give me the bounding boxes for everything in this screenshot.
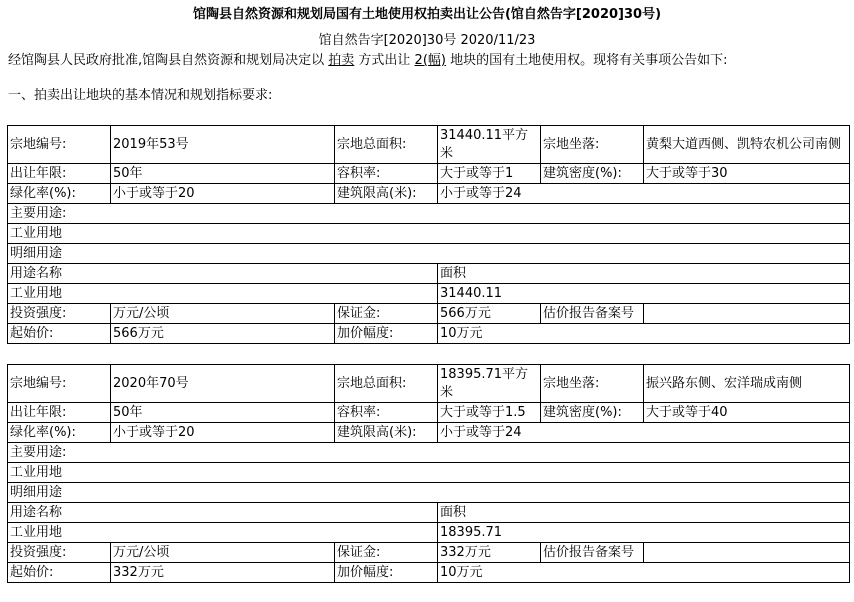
table-row <box>8 204 850 224</box>
location-label: 宗地坐落: <box>541 365 644 403</box>
plot-ratio-label: 容积率: <box>335 164 438 184</box>
increment-value: 10万元 <box>438 563 850 583</box>
parcel-table-2 <box>7 364 850 583</box>
start-price-label: 起始价: <box>8 563 111 583</box>
use-name-header: 用途名称 <box>8 503 438 523</box>
location-value: 黄梨大道西侧、凯特农机公司南侧 <box>644 126 850 164</box>
use-name-value: 工业用地 <box>8 523 438 543</box>
plot-ratio-label: 容积率: <box>335 403 438 423</box>
intro-text-2: 方式出让 <box>354 53 415 68</box>
table-row <box>8 483 850 503</box>
area-value: 31440.11 <box>438 284 850 304</box>
parcel-count: 2(幅) <box>414 53 446 68</box>
detail-use-label: 明细用途 <box>8 483 850 503</box>
intro-paragraph <box>8 53 727 69</box>
total-area-value: 18395.71平方米 <box>438 365 541 403</box>
investment-label: 投资强度: <box>8 543 111 563</box>
green-rate-value: 小于或等于20 <box>111 423 335 443</box>
area-value: 18395.71 <box>438 523 850 543</box>
appraisal-value <box>644 304 850 324</box>
table-row <box>8 304 850 324</box>
green-rate-label: 绿化率(%): <box>8 423 111 443</box>
intro-text-1: 经馆陶县人民政府批准,馆陶县自然资源和规划局决定以 <box>8 53 329 68</box>
table-row <box>8 284 850 304</box>
table-row <box>8 164 850 184</box>
table-row <box>8 463 850 483</box>
building-density-label: 建筑密度(%): <box>541 164 644 184</box>
appraisal-label: 估价报告备案号 <box>541 543 644 563</box>
main-use-label: 主要用途: <box>8 443 850 463</box>
start-price-value: 332万元 <box>111 563 335 583</box>
plot-ratio-value: 大于或等于1.5 <box>438 403 541 423</box>
investment-value: 万元/公顷 <box>111 304 335 324</box>
page-title: 馆陶县自然资源和规划局国有土地使用权拍卖出让公告(馆自然告字[2020]30号) <box>192 7 662 22</box>
table-row <box>8 543 850 563</box>
use-name-value: 工业用地 <box>8 284 438 304</box>
parcel-no-value: 2020年70号 <box>111 365 335 403</box>
start-price-label: 起始价: <box>8 324 111 344</box>
area-header: 面积 <box>438 264 850 284</box>
height-limit-label: 建筑限高(米): <box>335 184 438 204</box>
table-row <box>8 523 850 543</box>
parcel-no-label: 宗地编号: <box>8 126 111 164</box>
increment-label: 加价幅度: <box>335 563 438 583</box>
increment-label: 加价幅度: <box>335 324 438 344</box>
area-header: 面积 <box>438 503 850 523</box>
investment-value: 万元/公顷 <box>111 543 335 563</box>
increment-value: 10万元 <box>438 324 850 344</box>
deposit-label: 保证金: <box>335 304 438 324</box>
intro-text-3: 地块的国有土地使用权。现将有关事项公告如下: <box>445 53 728 68</box>
table-row <box>8 126 850 164</box>
main-use-label: 主要用途: <box>8 204 850 224</box>
deposit-label: 保证金: <box>335 543 438 563</box>
start-price-value: 566万元 <box>111 324 335 344</box>
transfer-method: 拍卖 <box>328 53 355 68</box>
plot-ratio-value: 大于或等于1 <box>438 164 541 184</box>
total-area-label: 宗地总面积: <box>335 126 438 164</box>
table-row <box>8 184 850 204</box>
location-value: 振兴路东侧、宏洋瑞成南侧 <box>644 365 850 403</box>
use-name-header: 用途名称 <box>8 264 438 284</box>
height-limit-label: 建筑限高(米): <box>335 423 438 443</box>
parcel-no-value: 2019年53号 <box>111 126 335 164</box>
height-limit-value: 小于或等于24 <box>438 184 850 204</box>
term-value: 50年 <box>111 164 335 184</box>
green-rate-label: 绿化率(%): <box>8 184 111 204</box>
building-density-value: 大于或等于30 <box>644 164 850 184</box>
main-use-value: 工业用地 <box>8 463 850 483</box>
doc-number-date: 馆自然告字[2020]30号 2020/11/23 <box>318 33 536 48</box>
total-area-value: 31440.11平方米 <box>438 126 541 164</box>
appraisal-value <box>644 543 850 563</box>
section-heading: 一、拍卖出让地块的基本情况和规划指标要求: <box>8 88 273 103</box>
total-area-label: 宗地总面积: <box>335 365 438 403</box>
appraisal-label: 估价报告备案号 <box>541 304 644 324</box>
table-row <box>8 244 850 264</box>
investment-label: 投资强度: <box>8 304 111 324</box>
height-limit-value: 小于或等于24 <box>438 423 850 443</box>
table-row <box>8 224 850 244</box>
term-label: 出让年限: <box>8 403 111 423</box>
table-row <box>8 503 850 523</box>
deposit-value: 332万元 <box>438 543 541 563</box>
table-row <box>8 365 850 403</box>
table-row <box>8 443 850 463</box>
location-label: 宗地坐落: <box>541 126 644 164</box>
green-rate-value: 小于或等于20 <box>111 184 335 204</box>
parcel-no-label: 宗地编号: <box>8 365 111 403</box>
building-density-value: 大于或等于40 <box>644 403 850 423</box>
table-row <box>8 563 850 583</box>
main-use-value: 工业用地 <box>8 224 850 244</box>
detail-use-label: 明细用途 <box>8 244 850 264</box>
parcel-table-1 <box>7 125 850 344</box>
table-row <box>8 324 850 344</box>
deposit-value: 566万元 <box>438 304 541 324</box>
term-label: 出让年限: <box>8 164 111 184</box>
table-row <box>8 403 850 423</box>
term-value: 50年 <box>111 403 335 423</box>
table-row <box>8 264 850 284</box>
building-density-label: 建筑密度(%): <box>541 403 644 423</box>
table-row <box>8 423 850 443</box>
